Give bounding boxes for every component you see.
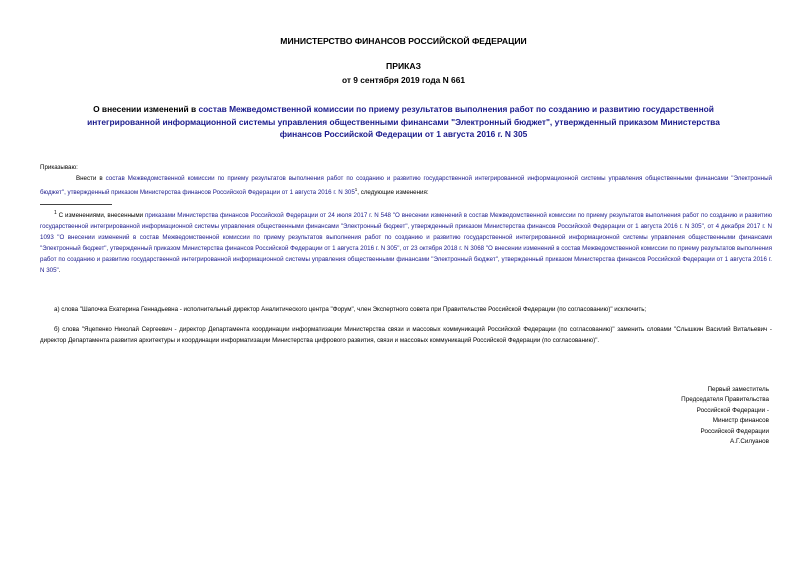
signature-block [681,385,769,447]
order-word: Приказываю: [40,164,78,171]
title-prefix: О внесении изменений в [93,104,199,114]
document-title [70,103,737,141]
item-b: б) слова "Яцепенко Николай Сергеевич - директор Департамента координации информатизации Министерства связи и массовых коммуникаций Российской Федерации (по согласованию)" заменить словами "Слышкин Василий Витальевич - директор Департамента развития архитектуры и координации информатизации Министерства цифрового развития, связи и массовых коммуникаций Российской Федерации (по согласованию)". [40,326,772,344]
footnote-mark: 1 [54,210,57,216]
doc-type-heading: ПРИКАЗ [386,61,421,71]
footnote [40,208,772,276]
signature-line: Российской Федерации - [696,406,769,414]
intro-footnote-mark[interactable]: 1 [354,187,358,192]
signature-line: Председателя Правительства [681,396,769,404]
intro-prefix: Внести в [76,175,106,182]
footnote-separator [40,204,112,205]
signature-line: Российской Федерации [700,427,769,435]
intro-suffix: , следующие изменения: [357,189,429,197]
ministry-heading: МИНИСТЕРСТВО ФИНАНСОВ РОССИЙСКОЙ ФЕДЕРАЦИИ [280,36,527,46]
title-link[interactable]: состав Межведомственной комиссии по приему результатов выполнения работ по созданию и развитию государственной интегрированной информационной системы управления общественными финансами "Электронный бюджет", утвержденный приказом Министерства финансов Российской Федерации от 1 августа 2016 г. N 305 [87,104,720,139]
intro-link[interactable]: состав Межведомственной комиссии по приему результатов выполнения работ по созданию и развитию государственной интегрированной информационной системы управления общественными финансами "Электронный бюджет", утвержденный приказом Министерства финансов Российской Федерации от 1 августа 2016 г. N 305 [40,175,772,197]
footnote-link[interactable]: приказами Министерства финансов Российской Федерации от 24 июля 2017 г. N 548 "О внесении изменений в состав Межведомственной комиссии по приему результатов выполнения работ по созданию и развитию государственной интегрированной информационной системы управления общественными финансами "Электронный бюджет", утвержденный приказом Министерства финансов Российской Федерации от 1 августа 2016 г. N 305", от 4 декабря 2017 г. N 1093 "О внесении изменений в состав Межведомственной комиссии по приему результатов выполнения работ по созданию и развитию государственной интегрированной информационной системы управления общественными финансами "Электронный бюджет", утвержденный приказом Министерства финансов Российской Федерации от 1 августа 2016 г. N 305", от 23 октября 2018 г. N 3068 "О внесении изменений в состав Межведомственной комиссии по приему результатов выполнения работ по созданию и развитию государственной интегрированной информационной системы управления общественными финансами "Электронный бюджет", утвержденный приказом Министерства финансов Российской Федерации от 1 августа 2016 г. N 305" [40,212,772,275]
item-a: а) слова "Шапочка Екатерина Геннадьевна - исполнительный директор Аналитического центра "Форум", член Экспертного совета при Правительстве Российской Федерации (по согласованию)" исключить; [54,306,647,313]
signature-line: Первый заместитель [707,386,769,393]
date-number: от 9 сентября 2019 года N 661 [341,75,466,85]
footnote-suffix: . [58,267,61,275]
signature-line: Министр финансов [712,417,769,425]
footnote-prefix: С изменениями, внесенными [56,212,145,220]
signature-name: А.Г.Силуанов [730,438,769,446]
intro-paragraph [40,173,772,198]
